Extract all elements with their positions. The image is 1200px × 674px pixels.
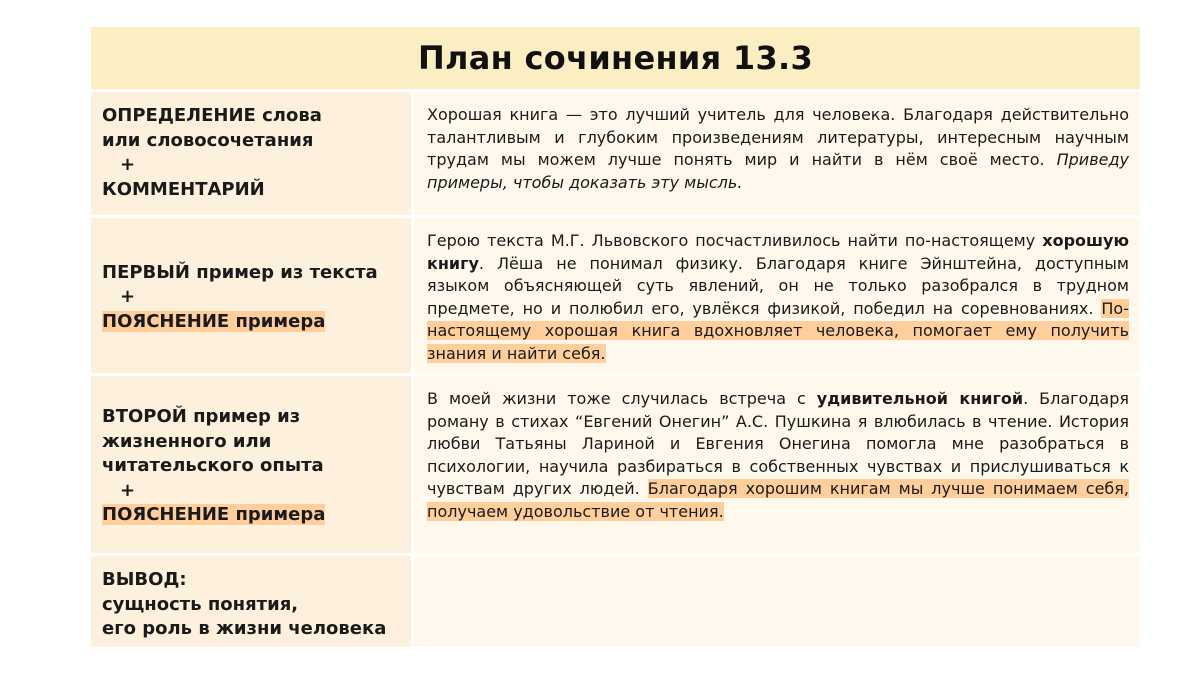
label-line: ВТОРОЙ пример из (102, 406, 301, 428)
plus-sign: + (120, 479, 136, 501)
label-line: или словосочетания (102, 129, 314, 151)
row-content (414, 218, 1140, 373)
label-line: ВЫВОД: (102, 569, 187, 590)
label-line: КОММЕНТАРИЙ (102, 178, 265, 200)
table-row-first-example (91, 218, 1140, 373)
row-label (91, 556, 411, 647)
content-italic: Приведу примеры, чтобы доказать эту мысль. (427, 150, 1129, 192)
content-text: Хорошая книга — это лучший учитель для человека. Благодаря действительно талантливым и глубоким произведениям литературы, интересным научным трудам мы можем лучше понять мир и найти в нём своё место. (427, 105, 1129, 169)
content-text: Герою текста М.Г. Львовского посчастливилось найти по-настоящему (427, 231, 1036, 250)
label-line: жизненного или (102, 430, 272, 452)
content-text: В моей жизни тоже случилась встреча с (427, 389, 806, 408)
row-label (91, 92, 411, 215)
label-line: сущность понятия, (102, 593, 299, 615)
content-bold: хорошую книгу (427, 231, 1129, 273)
table-row-conclusion (91, 556, 1140, 647)
row-label (91, 218, 411, 373)
table-row-definition (91, 92, 1140, 215)
row-content-empty (414, 556, 1140, 647)
content-highlight: Благодаря хорошим книгам мы лучше понимаем себя, получаем удовольствие от чтения. (427, 479, 1130, 521)
row-content (414, 92, 1140, 215)
content-text: . Лёша не понимал физику. Благодаря книге Эйнштейна, доступным языком объясняющей суть явлений, он не только разобрался в трудном предмете, но и полюбил его, увлёкся физикой, победил на соревнованиях. (427, 253, 1129, 318)
table-row-second-example (91, 376, 1140, 553)
label-line: его роль в жизни человека (102, 618, 387, 639)
label-highlight: ПОЯСНЕНИЕ примера (102, 310, 326, 332)
content-text: . Благодаря роману в стихах “Евгений Онегин” А.С. Пушкина я влюбилась в чтение. История любви Татьяны Лариной и Евгения Онегина помогла мне разобраться в психологии, научила разбираться в собственных чувствах и прислушиваться к чувствам других людей. (427, 389, 1129, 498)
page-title: План сочинения 13.3 (417, 39, 814, 77)
label-highlight: ПОЯСНЕНИЕ примера (102, 504, 326, 526)
content-bold: удивительной книгой (816, 389, 1024, 408)
label-line: ПЕРВЫЙ пример из текста (102, 261, 378, 283)
label-line: ОПРЕДЕЛЕНИЕ слова (102, 105, 322, 126)
row-label (91, 376, 411, 553)
plus-sign: + (120, 286, 136, 308)
plus-sign: + (120, 154, 136, 175)
label-line: читательского опыта (102, 455, 324, 477)
essay-plan-table (91, 27, 1140, 647)
row-content (414, 376, 1140, 553)
title-bar (91, 27, 1140, 89)
content-highlight: По-настоящему хорошая книга вдохновляет человека, помогает ему получить знания и найти себя. (427, 298, 1129, 363)
